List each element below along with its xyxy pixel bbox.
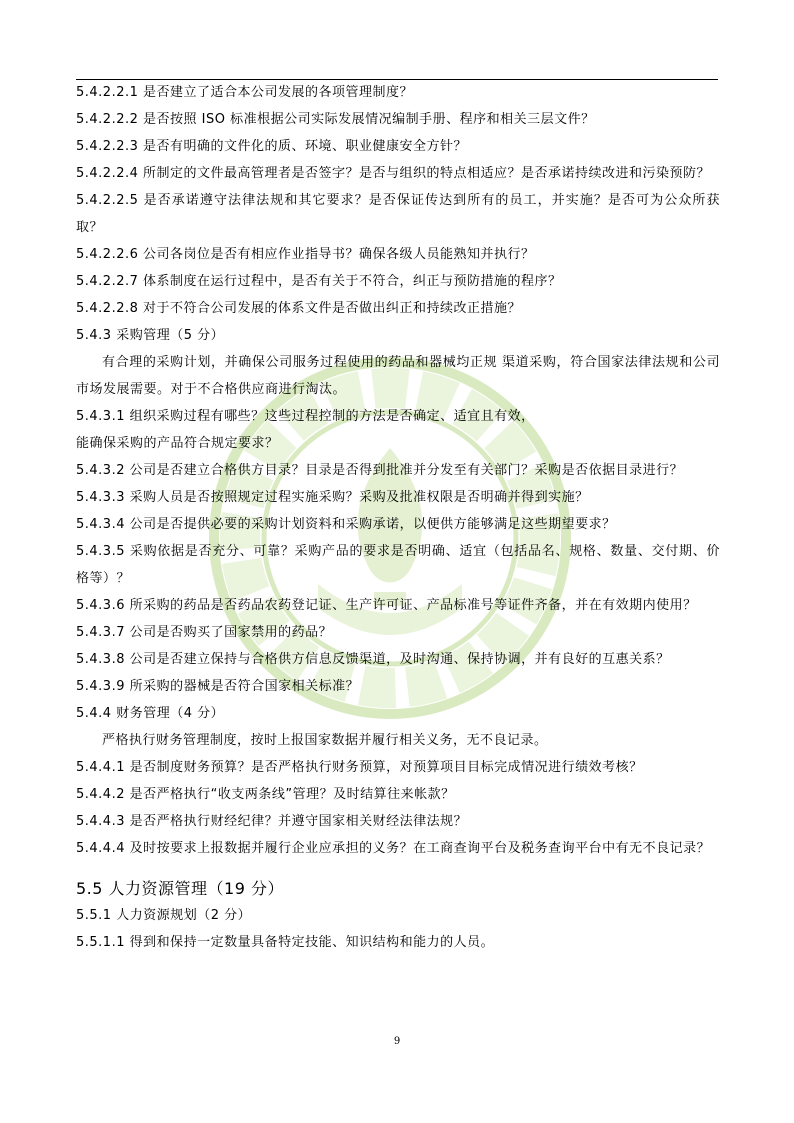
page-number: 9 (393, 1036, 401, 1047)
text-line: 5.4.2.2.3 是否有明确的文件化的质、环境、职业健康安全方针？ (76, 139, 468, 154)
document-body (76, 79, 720, 956)
section-intro: 严格执行财务管理制度，按时上报国家数据并履行相关义务，无不良记录。 (102, 733, 548, 748)
text-line: 5.4.3.9 所采购的器械是否符合国家相关标准？ (76, 679, 360, 694)
text-paragraph: 5.4.2.2.4 所制定的文件最高管理者是否签字？是否与组织的特点相适应？是否承诺持续改进和污染预防？ (76, 166, 711, 181)
text-paragraph: 5.4.4.4 及时按要求上报数据并履行企业应承担的义务？在工商查询平台及税务查询平台中有无不良记录？ (76, 841, 711, 856)
text-line: 5.4.2.2.2 是否按照 ISO 标准根据公司实际发展情况编制手册、程序和相关三层文件？ (76, 112, 595, 127)
section-heading: 5.4.4 财务管理（4 分） (76, 706, 225, 721)
text-line: 5.4.3.8 公司是否建立保持与合格供方信息反馈渠道，及时沟通、保持协调，并有良好的互惠关系？ (76, 652, 670, 667)
text-line: 5.4.2.2.1 是否建立了适合本公司发展的各项管理制度？ (76, 85, 414, 100)
text-line: 5.4.2.2.7 体系制度在运行过程中，是否有关于不符合，纠正与预防措施的程序？ (76, 274, 562, 289)
chapter-heading: 5.5 人力资源管理（19 分） (76, 879, 284, 898)
text-line: 5.5.1.1 得到和保持一定数量具备特定技能、知识结构和能力的人员。 (76, 935, 495, 950)
text-paragraph: 5.4.2.2.5 是否承诺遵守法律法规和其它要求？是否保证传达到所有的员工，并实施？是否可为公众所获取？ (76, 193, 720, 235)
text-line: 5.4.4.2 是否严格执行“收支两条线”管理？及时结算往来帐款？ (76, 787, 455, 802)
section-heading: 5.5.1 人力资源规划（2 分） (76, 908, 252, 923)
text-line: 5.4.3.6 所采购的药品是否药品农药登记证、生产许可证、产品标准号等证件齐备，并在有效期内使用？ (76, 598, 697, 613)
text-line: 5.4.3.2 公司是否建立合格供方目录？目录是否得到批准并分发至有关部门？采购是否依据目录进行？ (76, 463, 684, 478)
text-line: 5.4.3.7 公司是否购买了国家禁用的药品？ (76, 625, 333, 640)
text-paragraph: 5.4.3.5 采购依据是否充分、可靠？采购产品的要求是否明确、适宜（包括品名、规格、数量、交付期、价格等）？ (76, 544, 720, 586)
text-line: 5.4.2.2.8 对于不符合公司发展的体系文件是否做出纠正和持续改正措施？ (76, 301, 522, 316)
text-line: 5.4.3.3 采购人员是否按照规定过程实施采购？采购及批准权限是否明确并得到实施？ (76, 490, 589, 505)
text-line: 5.4.3.4 公司是否提供必要的采购计划资料和采购承诺，以便供方能够满足这些期望要求？ (76, 517, 616, 532)
text-line: 能确保采购的产品符合规定要求？ (76, 436, 279, 451)
section-intro: 有合理的采购计划，并确保公司服务过程使用的药品和器械均正规 渠道采购，符合国家法律法规和公司市场发展需要。对于不合格供应商进行淘汰。 (76, 355, 720, 397)
text-line: 5.4.4.3 是否严格执行财经纪律？并遵守国家相关财经法律法规？ (76, 814, 468, 829)
text-line: 5.4.3.1 组织采购过程有哪些？这些过程控制的方法是否确定、适宜且有效， (76, 409, 535, 424)
text-line: 5.4.4.1 是否制度财务预算？是否严格执行财务预算，对预算项目目标完成情况进行绩效考核？ (76, 760, 643, 775)
section-heading: 5.4.3 采购管理（5 分） (76, 328, 225, 343)
text-line: 5.4.2.2.6 公司各岗位是否有相应作业指导书？确保各级人员能熟知并执行？ (76, 247, 535, 262)
